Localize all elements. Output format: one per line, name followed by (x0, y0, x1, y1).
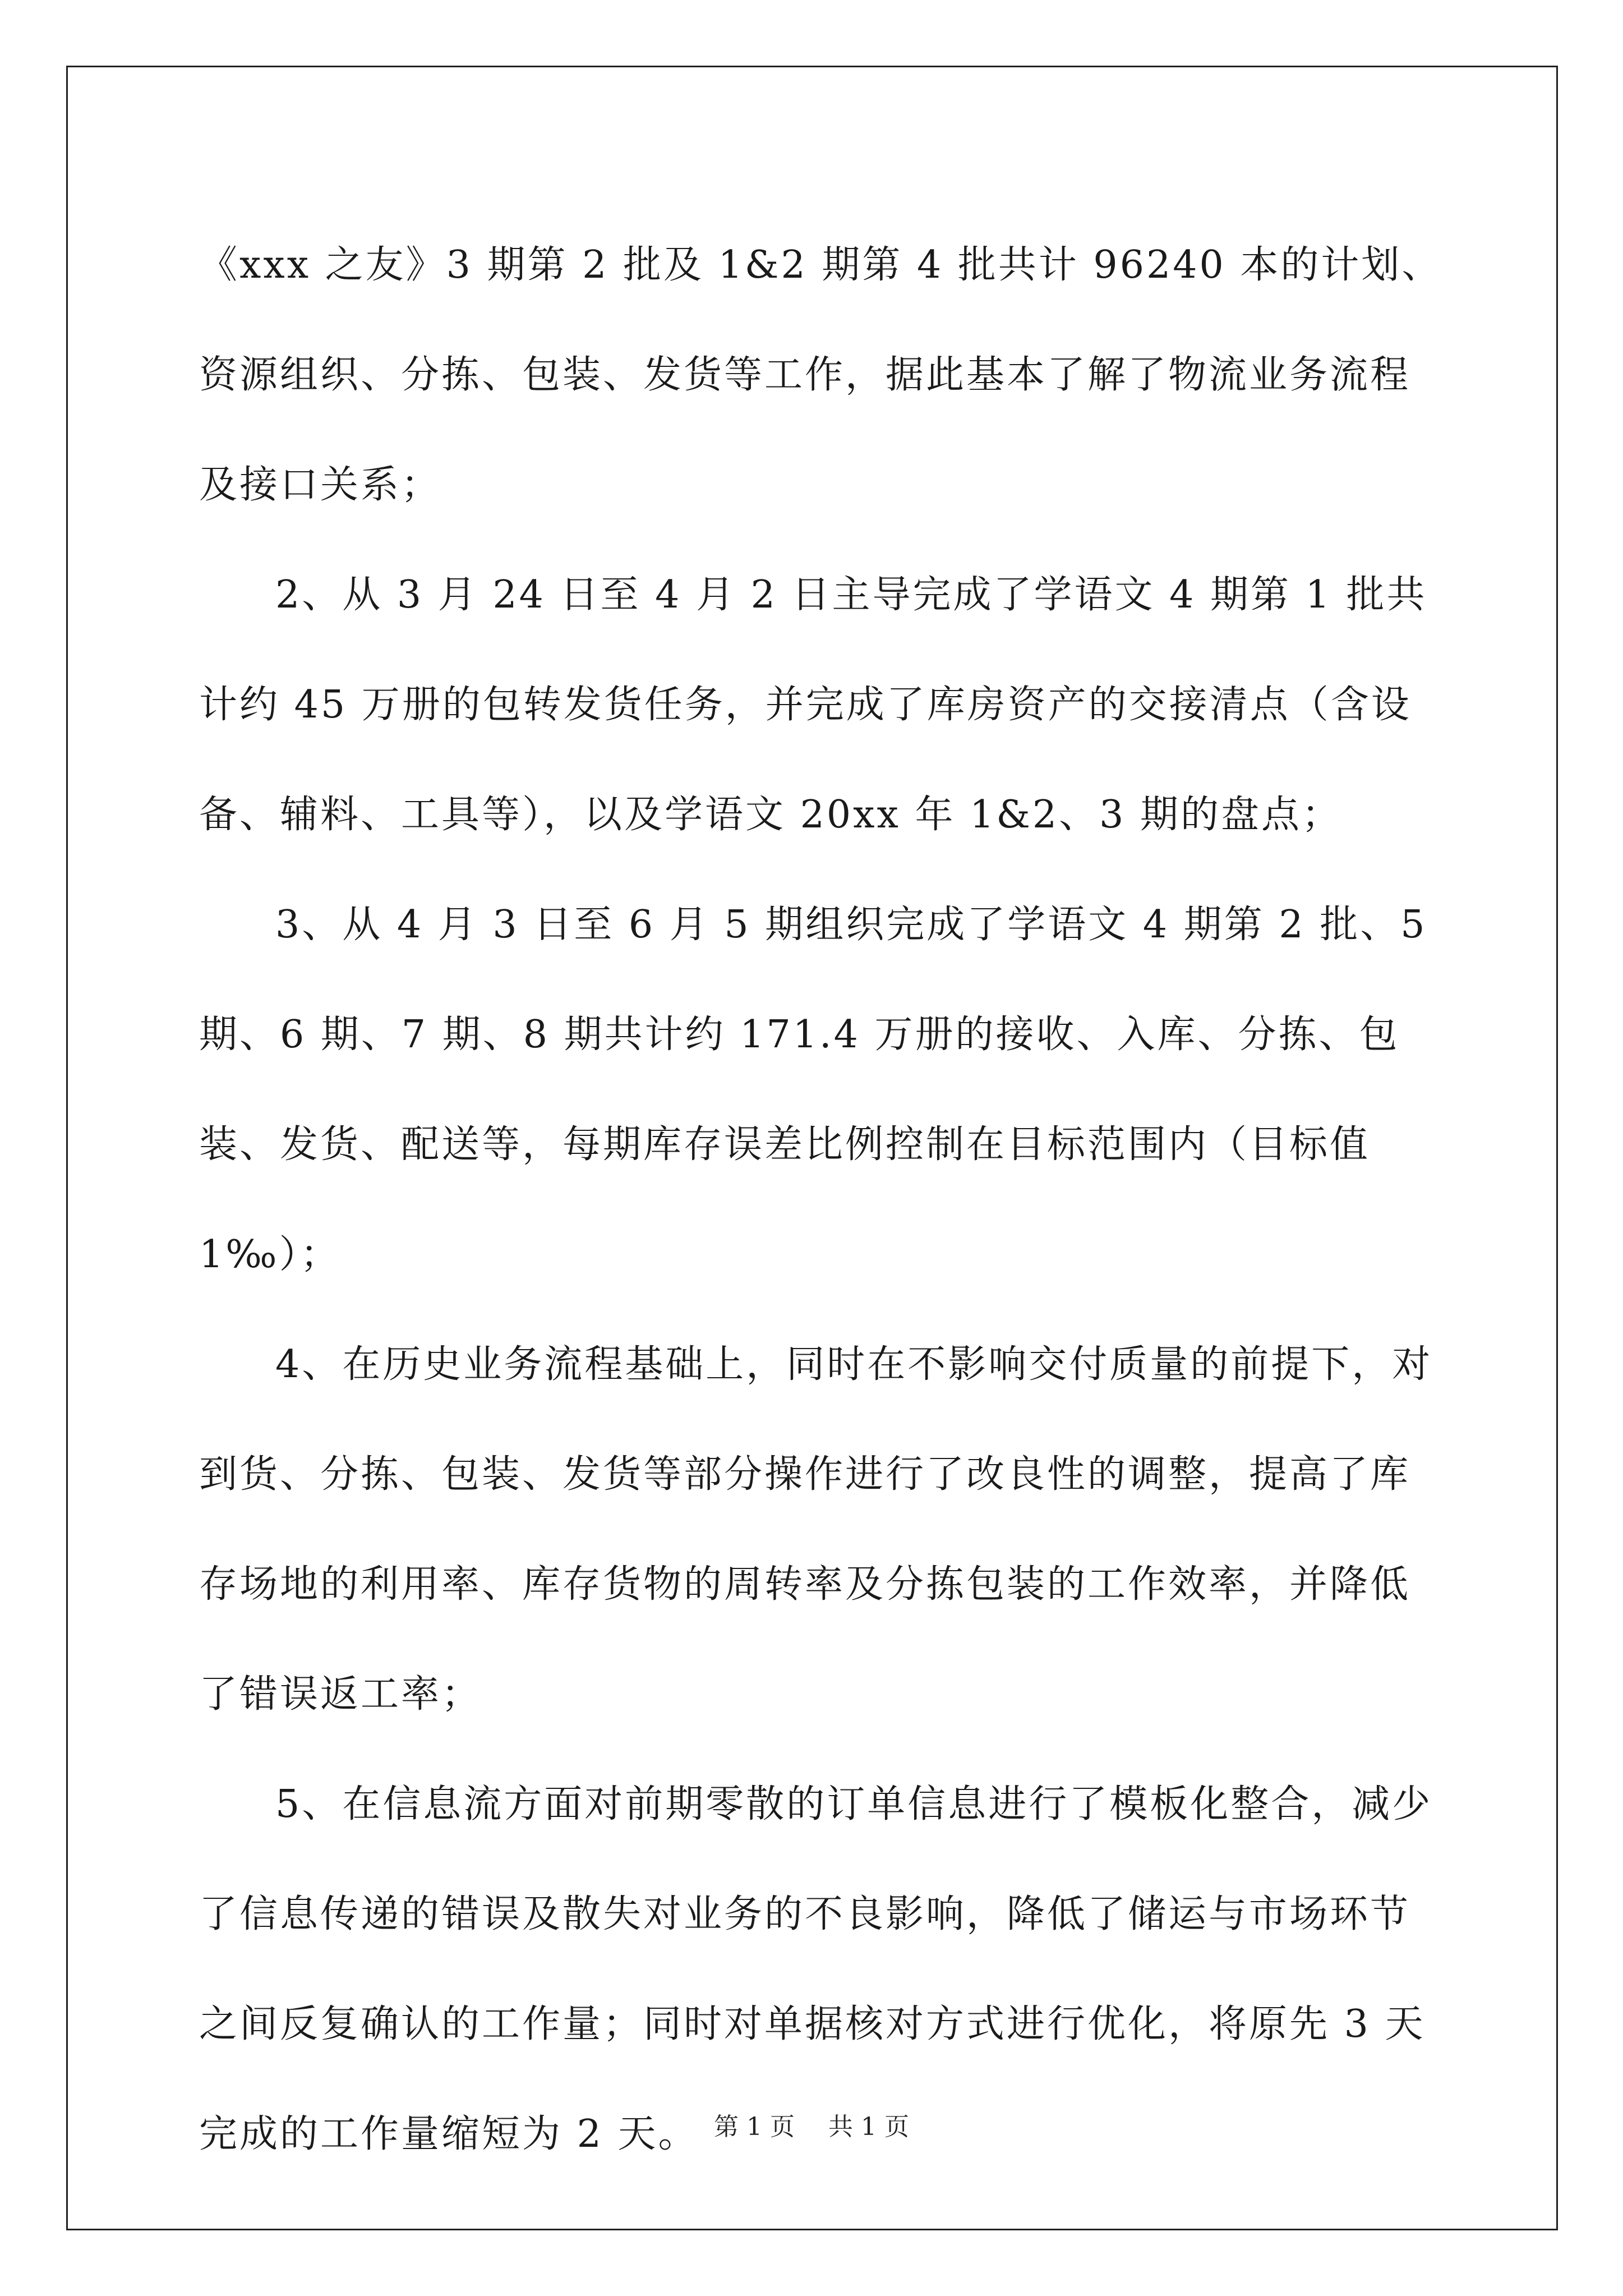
page-number: 第 1 页 (714, 2113, 795, 2141)
paragraph-4: 4、在历史业务流程基础上，同时在不影响交付质量的前提下，对到货、分拣、包装、发货等部分操作进行了改良性的调整，提高了库存场地的利用率、库存货物的周转率及分拣包装的工作效率，并降低了错误返工率； (199, 1342, 1433, 1717)
paragraph-5: 5、在信息流方面对前期零散的订单信息进行了模板化整合，减少了信息传递的错误及散失对业务的不良影响，降低了储运与市场环节之间反复确认的工作量；同时对单据核对方式进行优化，将原先 3 天完成的工作量缩短为 2 天。 (199, 1782, 1433, 2156)
paragraph-1: 《xxx 之友》3 期第 2 批及 1&2 期第 4 批共计 96240 本的计划、资源组织、分拣、包装、发货等工作，据此基本了解了物流业务流程及接口关系； (199, 243, 1442, 507)
document-body (199, 210, 1444, 2189)
paragraph-3: 3、从 4 月 3 日至 6 月 5 期组织完成了学语文 4 期第 2 批、5 期、6 期、7 期、8 期共计约 171.4 万册的接收、入库、分拣、包装、发货、配送等，每期库存误差比例控制在目标范围内（目标值 1‰）； (199, 903, 1427, 1277)
page-footer (0, 2110, 1623, 2144)
paragraph-2: 2、从 3 月 24 日至 4 月 2 日主导完成了学语文 4 期第 1 批共计约 45 万册的包转发货任务，并完成了库房资产的交接清点（含设备、辅料、工具等），以及学语文 20xx 年 1&2、3 期的盘点； (199, 573, 1427, 837)
page-total: 共 1 页 (828, 2113, 909, 2141)
